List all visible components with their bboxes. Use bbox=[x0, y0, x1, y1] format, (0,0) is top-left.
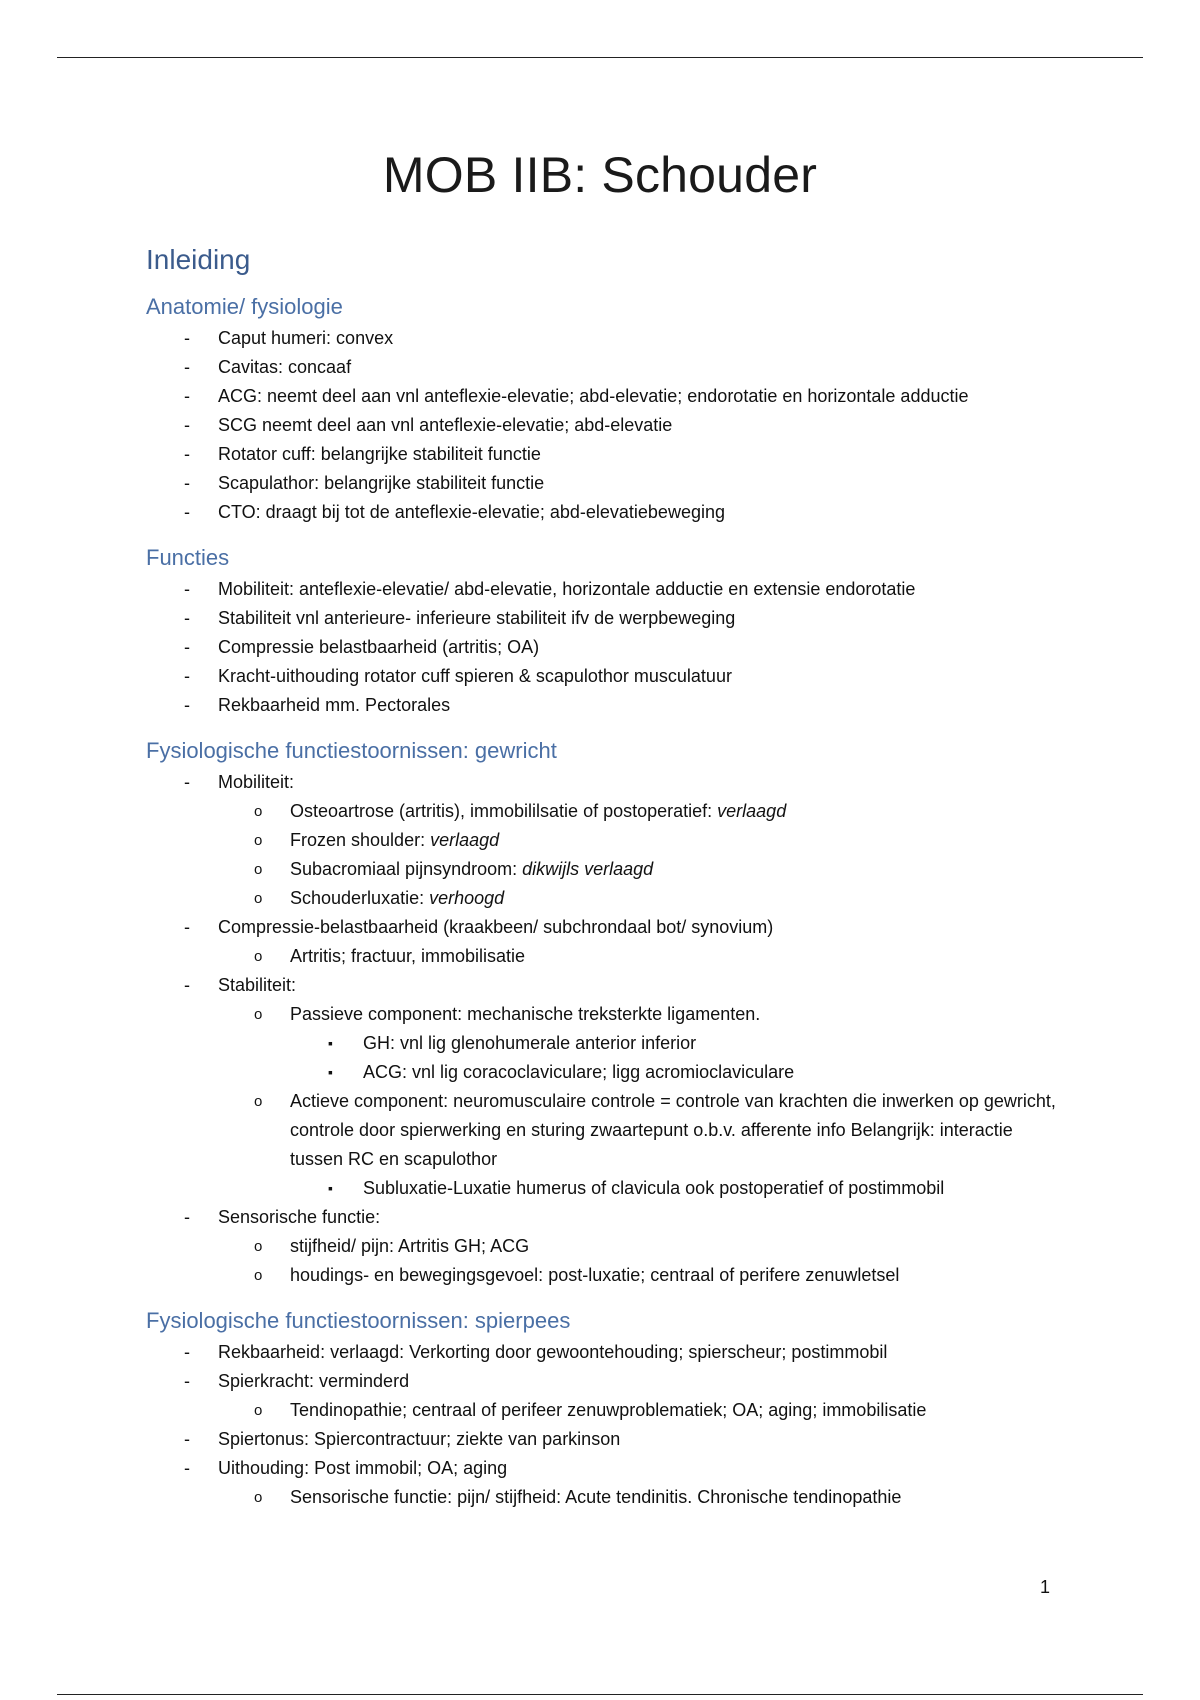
list-item: - SCG neemt deel aan vnl anteflexie-elevatie; abd-elevatie bbox=[184, 415, 673, 435]
list-item: - Rekbaarheid mm. Pectorales bbox=[184, 695, 451, 715]
stabiliteit-sublist bbox=[146, 1000, 1066, 1203]
list-item: - Mobiliteit: anteflexie-elevatie/ abd-elevatie, horizontale adductie en extensie endorotatie bbox=[184, 579, 916, 599]
footer-rule bbox=[57, 1694, 1143, 1695]
heading-spierpees: Fysiologische functiestoornissen: spierpees bbox=[146, 1308, 571, 1333]
passief-sublist bbox=[146, 1029, 1066, 1087]
spierpees-list bbox=[146, 1338, 1066, 1512]
list-item: ▪ ACG: vnl lig coracoclaviculare; ligg acromioclaviculare bbox=[328, 1062, 795, 1082]
document-body bbox=[146, 238, 1066, 1512]
list-item: ▪ Subluxatie-Luxatie humerus of clavicula ook postoperatief of postimmobil bbox=[328, 1178, 945, 1198]
list-item: - Stabiliteit vnl anterieure- inferieure stabiliteit ifv de werpbeweging bbox=[184, 608, 736, 628]
heading-gewricht: Fysiologische functiestoornissen: gewricht bbox=[146, 738, 557, 763]
list-item: - Rotator cuff: belangrijke stabiliteit functie bbox=[184, 444, 541, 464]
list-item: - Compressie belastbaarheid (artritis; OA) bbox=[184, 637, 540, 657]
list-item: - Spierkracht: verminderd o Tendinopathie; centraal of perifeer zenuwproblematiek; OA; aging; immobilisatie bbox=[146, 1367, 1066, 1425]
actief-sublist bbox=[146, 1174, 1066, 1203]
sensorisch-sublist bbox=[146, 1232, 1066, 1290]
list-item: - Sensorische functie: o stijfheid/ pijn: Artritis GH; ACG o houdings- en bewegingsgevoel: post-luxatie; centraal of perifere zenuwletsel bbox=[146, 1203, 1066, 1290]
list-item: - Scapulathor: belangrijke stabiliteit functie bbox=[184, 473, 545, 493]
list-item: ▪ GH: vnl lig glenohumerale anterior inferior bbox=[328, 1033, 697, 1053]
list-item: o Sensorische functie: pijn/ stijfheid: Acute tendinitis. Chronische tendinopathie bbox=[254, 1487, 902, 1507]
heading-functies: Functies bbox=[146, 545, 230, 570]
functies-list bbox=[146, 575, 1066, 720]
list-item: o Osteoartrose (artritis), immobililsatie of postoperatief: verlaagd bbox=[254, 801, 787, 821]
page-title: MOB IIB: Schouder bbox=[382, 147, 818, 203]
list-item: - Kracht-uithouding rotator cuff spieren & scapulothor musculatuur bbox=[184, 666, 732, 686]
list-item: - Compressie-belastbaarheid (kraakbeen/ subchrondaal bot/ synovium) o Artritis; fractuur, immobilisatie bbox=[146, 913, 1066, 971]
list-item: o Passieve component: mechanische treksterkte ligamenten. ▪ GH: vnl lig glenohumerale anterior inferior ▪ ACG: vnl lig coracoclaviculare; ligg acromioclaviculare bbox=[146, 1000, 1066, 1087]
spierkracht-sublist bbox=[146, 1396, 1066, 1425]
header-rule bbox=[57, 57, 1143, 58]
list-item: - Stabiliteit: o Passieve component: mechanische treksterkte ligamenten. ▪ GH: vnl lig glenohumerale anterior inferior ▪ ACG: vnl lig coracoclaviculare; ligg acromioclaviculare o Actieve component: neuromusculaire controle = controle van krachten die inwerken op gewricht, controle door spierwerking en sturing zwaartepunt o.b.v. afferente info Belangrijk: interactie tussen RC en scapulothor ▪ Subluxatie-Luxatie humerus of clavicula ook postoperatief of postimmobil bbox=[146, 971, 1066, 1203]
list-item: o Frozen shoulder: verlaagd bbox=[254, 830, 500, 850]
list-item: o houdings- en bewegingsgevoel: post-luxatie; centraal of perifere zenuwletsel bbox=[254, 1265, 900, 1285]
list-item: - ACG: neemt deel aan vnl anteflexie-elevatie; abd-elevatie; endorotatie en horizontale adductie bbox=[184, 386, 969, 406]
list-item: - Spiertonus: Spiercontractuur; ziekte van parkinson bbox=[184, 1429, 621, 1449]
compressie-sublist bbox=[146, 942, 1066, 971]
list-item: - Caput humeri: convex bbox=[184, 328, 394, 348]
list-item: o Subacromiaal pijnsyndroom: dikwijls verlaagd bbox=[254, 859, 654, 879]
list-item: o Tendinopathie; centraal of perifeer zenuwproblematiek; OA; aging; immobilisatie bbox=[254, 1400, 927, 1420]
list-item: - Mobiliteit: o Osteoartrose (artritis), immobililsatie of postoperatief: verlaagd o Frozen shoulder: verlaagd o Subacromiaal pijnsyndroom: dikwijls verlaagd o Schouderluxatie: verhoogd bbox=[146, 768, 1066, 913]
uithouding-sublist bbox=[146, 1483, 1066, 1512]
gewricht-list bbox=[146, 768, 1066, 1290]
list-item: o Artritis; fractuur, immobilisatie bbox=[254, 946, 526, 966]
heading-anatomie: Anatomie/ fysiologie bbox=[146, 294, 343, 319]
list-item: - CTO: draagt bij tot de anteflexie-elevatie; abd-elevatiebeweging bbox=[184, 502, 725, 522]
list-item: o stijfheid/ pijn: Artritis GH; ACG bbox=[254, 1236, 530, 1256]
list-item: o Actieve component: neuromusculaire controle = controle van krachten die inwerken op gewricht, controle door spierwerking en sturing zwaartepunt o.b.v. afferente info Belangrijk: interactie tussen RC en scapulothor ▪ Subluxatie-Luxatie humerus of clavicula ook postoperatief of postimmobil bbox=[146, 1087, 1066, 1203]
mobiliteit-sublist bbox=[146, 797, 1066, 913]
heading-inleiding: Inleiding bbox=[146, 244, 251, 275]
list-item: o Schouderluxatie: verhoogd bbox=[254, 888, 505, 908]
list-item: - Uithouding: Post immobil; OA; aging o Sensorische functie: pijn/ stijfheid: Acute tendinitis. Chronische tendinopathie bbox=[146, 1454, 1066, 1512]
list-item: - Cavitas: concaaf bbox=[184, 357, 352, 377]
list-item: - Rekbaarheid: verlaagd: Verkorting door gewoontehouding; spierscheur; postimmobil bbox=[184, 1342, 888, 1362]
page-number: 1 bbox=[1040, 1577, 1051, 1597]
anatomie-list bbox=[146, 324, 1066, 527]
